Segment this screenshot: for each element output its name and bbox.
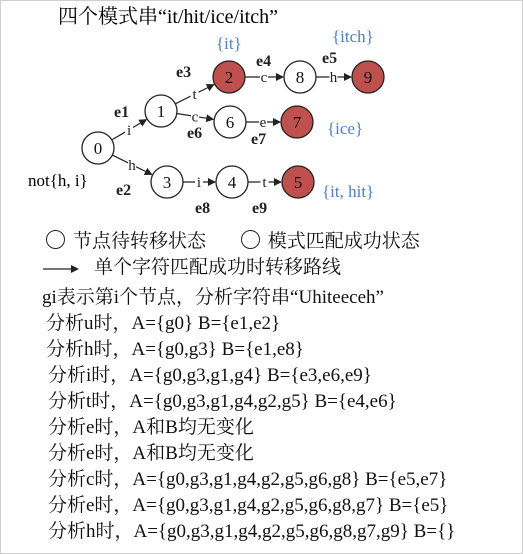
matched-node-swatch	[241, 230, 260, 249]
node-label-7: 7	[292, 113, 302, 132]
node-label-8: 8	[295, 68, 305, 87]
node-label-2: 2	[224, 68, 234, 87]
legend-states	[46, 230, 420, 253]
edge-label-e6: e6	[187, 125, 203, 142]
analysis-step: 分析c时，A={g0,g3,g1,g4,g2,g5,g6,g8} B={e5,e7}	[48, 469, 448, 490]
edge-label-e5: e5	[322, 50, 338, 67]
edge-char-e5: h	[329, 70, 338, 86]
edge-label-e4: e4	[256, 53, 272, 70]
legend-matched-label: 模式匹配成功状态	[267, 231, 420, 252]
pattern-label-node-2: {it}	[216, 34, 242, 53]
node-label-5: 5	[293, 173, 303, 192]
edge-label-e2: e2	[116, 182, 132, 199]
node-label-4: 4	[227, 173, 237, 192]
node-label-0: 0	[93, 139, 103, 158]
edge-char-e6: c	[191, 109, 199, 126]
edge-label-e7: e7	[251, 131, 267, 148]
node-label-9: 9	[363, 68, 373, 87]
node-label-1: 1	[156, 102, 166, 121]
analysis-step: 分析t时，A={g0,g3,g1,g4,g2,g5} B={e4,e6}	[48, 391, 397, 412]
legend-transition	[42, 257, 341, 279]
analysis-step: 分析h时，A={g0,g3,g1,g4,g2,g5,g6,g8,g7,g9} B={}	[48, 521, 456, 542]
edge-char-e3: t	[192, 87, 197, 104]
pending-node-swatch	[46, 230, 65, 249]
edge-char-e1: i	[126, 122, 132, 139]
edge-label-e3: e3	[176, 64, 192, 81]
node-label-3: 3	[162, 173, 172, 192]
edge-char-e2: h	[128, 157, 136, 174]
analysis-step: 分析e时，A和B均无变化	[48, 417, 254, 438]
analysis-intro: gi表示第i个节点，分析字符串“Uhiteeceh”	[42, 287, 384, 308]
analysis-step: 分析u时，A={g0} B={e1,e2}	[46, 313, 281, 334]
edge-char-e7: e	[259, 115, 267, 131]
edge-char-e8: i	[196, 175, 202, 191]
state-machine-diagram	[0, 0, 523, 230]
analysis-step: 分析e时，A={g0,g3,g1,g4,g2,g5,g6,g8,g7} B={e5}	[48, 495, 449, 516]
diagram-title: 四个模式串“it/hit/ice/itch”	[58, 6, 278, 28]
analysis-step: 分析h时，A={g0,g3} B={e1,e8}	[46, 339, 304, 360]
edge-char-e4: c	[260, 70, 268, 86]
legend-transition-label: 单个字符匹配成功时转移路线	[94, 257, 342, 278]
legend-pending-label: 节点待转移状态	[73, 231, 207, 252]
edge-label-e1: e1	[114, 104, 130, 121]
analysis-step: 分析i时，A={g0,g3,g1,g4} B={e3,e6,e9}	[48, 365, 372, 386]
edge-label-e9: e9	[252, 200, 268, 217]
pattern-label-node-9: {itch}	[332, 27, 374, 46]
pattern-label-node-5: {it, hit}	[322, 182, 375, 201]
edge-label-e8: e8	[195, 200, 211, 217]
transition-arrow-icon	[42, 264, 80, 274]
analysis-step: 分析e时，A和B均无变化	[48, 443, 254, 464]
edge-char-e9: t	[262, 175, 267, 191]
pattern-label-node-7: {ice}	[327, 119, 364, 138]
node-label-6: 6	[225, 113, 235, 132]
root-label: not{h, i}	[28, 171, 88, 190]
